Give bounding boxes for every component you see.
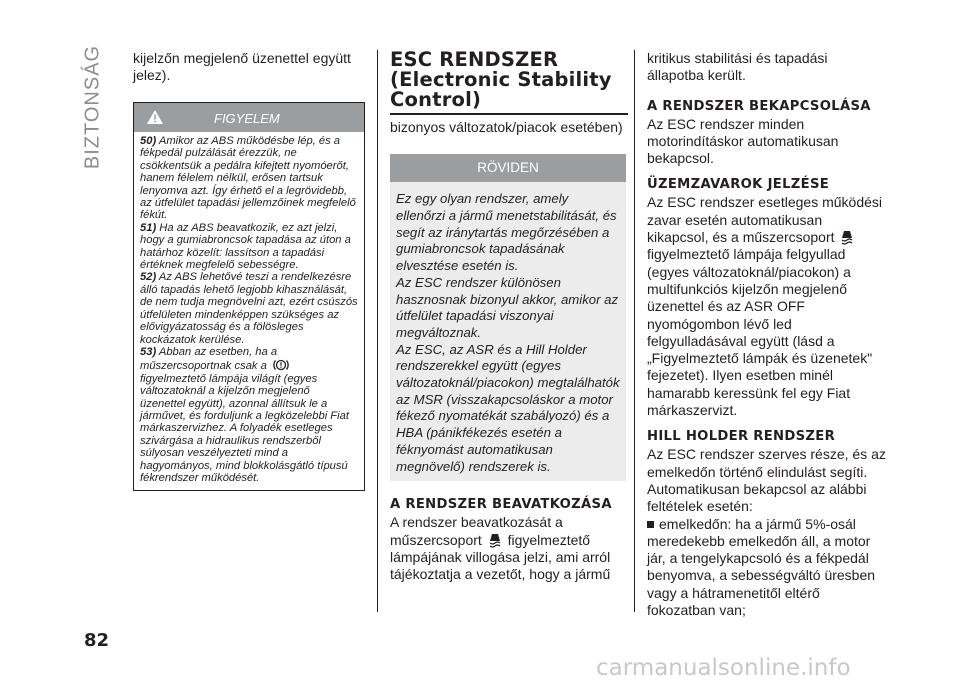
warning-item: 53) Abban az esetben, ha a műszercsoportnak csak a figyelmeztető lámpája világít (egyes változatoknál a kijelzőn megjelenő üzenettel együtt), azonnal állítsuk le a járművet, és forduljunk a legközelebbi Fiat márkaszervizhez. A folyadék esetleges szivárgása a hidraulikus rendszerből súlyosan veszélyezteti mind a hagyományos, mind blokkolásgátló típusú fékrendszer működését. xyxy=(140,345,349,484)
esc-warning-icon xyxy=(840,230,854,245)
warning-triangle-icon xyxy=(146,109,164,125)
continued-text: kijelzőn megjelenő üzenettel együtt jelez). xyxy=(133,50,351,83)
section-heading: ESC RENDSZER (Electronic Stability Control) xyxy=(390,48,612,111)
sub-heading: A RENDSZER BEKAPCSOLÁSA xyxy=(647,98,871,114)
summary-paragraph: Az ESC, az ASR és a Hill Holder rendszerekkel együtt (egyes változatoknál/piacokon) megtalálhatók az MSR (visszakapcsoláskor a motor fékező nyomatékát szabályozó) és a HBA (pánikfékezés esetén a féknyomást automatikusan megnövelő) rendszerek is. xyxy=(396,341,620,474)
warning-box xyxy=(133,102,365,491)
summary-paragraph: Ez egy olyan rendszer, amely ellenőrzi a jármű menetstabilitását, és segít az iránytartás megőrzésében a gumiabroncsok tapadásának elvesztése esetén is. xyxy=(396,191,617,274)
sub-heading: HILL HOLDER RENDSZER xyxy=(647,429,836,445)
esc-warning-icon xyxy=(488,533,502,548)
sub-heading: ÜZEMZAVAROK JELZÉSE xyxy=(647,177,830,193)
column-divider xyxy=(634,50,635,612)
summary-box xyxy=(390,154,626,481)
heading-rule xyxy=(390,113,628,115)
warning-item: 51) Ha az ABS beavatkozik, ez azt jelzi, hogy a gumiabroncsok tapadása az úton a határhoz közelít: lassítson a tapadási értéknek megfelelő sebességre. xyxy=(140,221,351,272)
summary-body xyxy=(390,182,626,481)
column-3 xyxy=(647,50,887,619)
watermark: carmanualsonline.info xyxy=(596,655,851,681)
section-intro: bizonyos változatok/piacok esetében) xyxy=(390,119,623,135)
warning-title: FIGYELEM xyxy=(214,111,280,126)
bullet-item: emelkedőn: ha a jármű 5%-osál meredekebb emelkedőn áll, a motor jár, a tengelykapcsoló és a fékpedál benyomva, a sebességváltó üresben vagy a hátramenetitől eltérő fokozatban van; xyxy=(647,515,876,619)
column-1 xyxy=(133,50,365,491)
warning-header xyxy=(134,103,364,132)
column-divider xyxy=(377,50,378,612)
section-side-tab: BIZTONSÁG xyxy=(81,44,104,170)
body-paragraph: Az ESC rendszer minden motorindításkor automatikusan bekapcsol. xyxy=(647,115,839,167)
body-paragraph: A rendszer beavatkozását a műszercsoport figyelmeztető lámpájának villogása jelzi, ami arról tájékoztatja a vezetőt, hogy a jármű xyxy=(390,514,611,583)
warning-item: 52) Az ABS lehetővé teszi a rendelkezésre álló tapadás lehető legjobb kihasználását, de nem tudja megnövelni azt, ezért csúszós útfelületen mindenképpen szükséges az elővigyázatosság és a fölösleges kockázatok kerülése. xyxy=(140,271,358,346)
column-2 xyxy=(390,50,628,583)
sub-heading: A RENDSZER BEAVATKOZÁSA xyxy=(390,497,612,513)
warning-item: 50) Amikor az ABS működésbe lép, és a fékpedál pulzálását érezzük, ne csökkentsük a pedálra kifejtett nyomóerőt, hanem félelem nélkül, erősen tartsuk lenyomva azt. Így érhető el a legrövidebb, az útfelület tapadási jellemzőinek megfelelő fékút. xyxy=(140,135,356,222)
body-paragraph: Az ESC rendszer esetleges működési zavar esetén automatikusan kikapcsol, és a műszercsoport figyelmeztető lámpája felgyullad (egyes változatoknál/piacokon) a multifunkciós kijelzőn megjelenő üzenettel és az ASR OFF nyomógombon lévő led felgyulladásával együtt (lásd a „Figyelmeztető lámpák és üzenetek" fejezetet). Ilyen esetben minél hamarabb keressünk fel egy Fiat márkaszervizt. xyxy=(647,194,882,419)
brake-warning-icon xyxy=(272,358,290,372)
body-paragraph: Az ESC rendszer szerves része, és az emelkedőn történő elindulást segíti. Automatikusan bekapcsol az alábbi feltételek esetén: xyxy=(647,446,886,515)
continued-text: kritikus stabilitási és tapadási állapotba került. xyxy=(647,50,828,84)
summary-title: RÖVIDEN xyxy=(390,154,626,182)
summary-paragraph: Az ESC rendszer különösen hasznosnak bizonyul akkor, amikor az útfelület tapadási viszonyai megváltoznak. xyxy=(396,274,619,340)
bullet-square-icon xyxy=(647,521,654,528)
warning-body xyxy=(134,132,364,490)
page-number: 82 xyxy=(84,630,110,651)
